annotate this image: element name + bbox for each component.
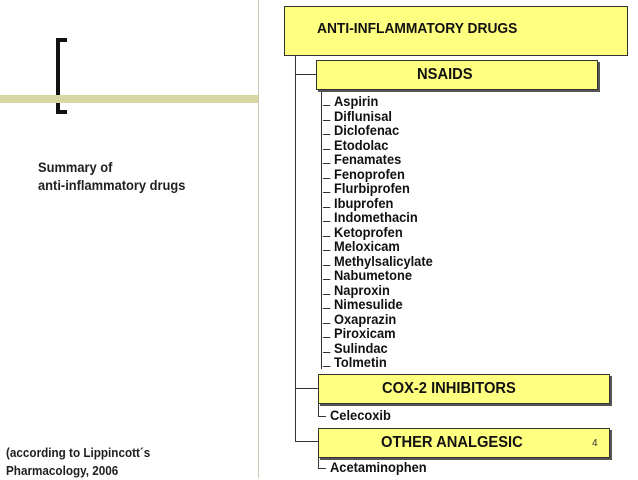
nsaid-drug-label: Tolmetin bbox=[334, 354, 387, 370]
nsaid-drug-label: Fenoprofen bbox=[334, 165, 405, 182]
branch-cox-line bbox=[295, 388, 318, 389]
nsaid-drug-item bbox=[334, 152, 433, 167]
connector-tick bbox=[323, 105, 330, 106]
connector-tick bbox=[323, 192, 330, 193]
nsaid-drug-item bbox=[334, 167, 433, 182]
other-drug: Acetaminophen bbox=[330, 459, 427, 475]
connector-tick bbox=[323, 337, 330, 338]
nsaid-drug-item bbox=[334, 297, 433, 312]
cox2-label: COX-2 INHIBITORS bbox=[382, 380, 516, 397]
nsaids-label: NSAIDS bbox=[417, 66, 473, 83]
nsaid-drug-item bbox=[334, 94, 433, 109]
nsaid-drug-item bbox=[334, 239, 433, 254]
branch-nsaids-line bbox=[295, 74, 316, 75]
nsaid-drug-label: Naproxin bbox=[334, 281, 390, 298]
connector-tick bbox=[323, 279, 330, 280]
nsaid-drug-label: Ketoprofen bbox=[334, 223, 403, 240]
nsaid-drug-label: Meloxicam bbox=[334, 238, 400, 254]
branch-other-line bbox=[295, 441, 318, 442]
reference-text bbox=[6, 444, 150, 480]
nsaids-drug-trunk bbox=[321, 90, 322, 369]
accent-band bbox=[0, 95, 258, 103]
nsaid-drug-item bbox=[334, 181, 433, 196]
other-analgesic-box bbox=[318, 428, 610, 458]
nsaid-drug-item bbox=[334, 326, 433, 341]
nsaid-drug-label: Diclofenac bbox=[334, 122, 400, 138]
reference-line-2: Pharmacology, 2006 bbox=[6, 463, 119, 478]
nsaid-drug-label: Ibuprofen bbox=[334, 194, 394, 211]
connector-tick bbox=[323, 294, 330, 295]
cox2-drug: Celecoxib bbox=[330, 407, 391, 423]
page-number: 4 bbox=[592, 438, 598, 449]
connector-tick bbox=[323, 221, 330, 222]
nsaid-drug-item bbox=[334, 312, 433, 327]
connector-tick bbox=[323, 265, 330, 266]
nsaid-drug-item bbox=[334, 138, 433, 153]
nsaid-drug-label: Oxaprazin bbox=[334, 310, 397, 327]
connector-tick bbox=[323, 178, 330, 179]
nsaid-drug-item bbox=[334, 254, 433, 269]
nsaid-drug-label: Methylsalicylate bbox=[334, 252, 433, 269]
main-trunk-line bbox=[295, 56, 296, 442]
nsaid-drug-item bbox=[334, 196, 433, 211]
nsaid-drug-label: Sulindac bbox=[334, 339, 388, 356]
nsaid-drug-item bbox=[334, 283, 433, 298]
nsaid-drug-label: Piroxicam bbox=[334, 325, 396, 341]
summary-line-2: anti-inflammatory drugs bbox=[38, 177, 186, 193]
summary-text bbox=[38, 158, 185, 194]
other-drug-trunk bbox=[318, 458, 319, 468]
other-drug-tick bbox=[318, 468, 326, 469]
nsaids-drug-list bbox=[334, 94, 441, 370]
connector-tick bbox=[323, 323, 330, 324]
nsaid-drug-item bbox=[334, 123, 433, 138]
connector-tick bbox=[323, 308, 330, 309]
nsaid-drug-item bbox=[334, 268, 433, 283]
connector-tick bbox=[323, 366, 330, 367]
connector-tick bbox=[323, 236, 330, 237]
nsaid-drug-label: Aspirin bbox=[334, 93, 379, 109]
nsaid-drug-item bbox=[334, 109, 433, 124]
nsaid-drug-label: Flurbiprofen bbox=[334, 180, 410, 196]
connector-tick bbox=[323, 250, 330, 251]
nsaid-drug-item bbox=[334, 210, 433, 225]
connector-tick bbox=[323, 120, 330, 121]
connector-tick bbox=[323, 163, 330, 164]
nsaid-drug-label: Diflunisal bbox=[334, 107, 392, 124]
nsaid-drug-item bbox=[334, 355, 433, 370]
nsaid-drug-label: Fenamates bbox=[334, 151, 402, 167]
vertical-divider bbox=[258, 0, 259, 478]
nsaid-drug-label: Etodolac bbox=[334, 136, 389, 153]
nsaids-box bbox=[316, 60, 598, 90]
connector-tick bbox=[323, 207, 330, 208]
reference-line-1: (according to Lippincott´s bbox=[6, 445, 151, 460]
root-label: ANTI-INFLAMMATORY DRUGS bbox=[317, 20, 518, 37]
nsaid-drug-item bbox=[334, 225, 433, 240]
connector-tick bbox=[323, 352, 330, 353]
summary-line-1: Summary of bbox=[38, 159, 113, 175]
other-analgesic-label: OTHER ANALGESIC bbox=[381, 434, 523, 451]
root-box bbox=[284, 6, 628, 56]
cox-drug-trunk bbox=[318, 404, 319, 416]
connector-tick bbox=[323, 149, 330, 150]
connector-tick bbox=[323, 134, 330, 135]
nsaid-drug-item bbox=[334, 341, 433, 356]
cox-drug-tick bbox=[318, 416, 326, 417]
nsaid-drug-label: Indomethacin bbox=[334, 209, 418, 225]
cox2-box bbox=[318, 374, 610, 404]
nsaid-drug-label: Nimesulide bbox=[334, 296, 403, 312]
nsaid-drug-label: Nabumetone bbox=[334, 267, 413, 283]
